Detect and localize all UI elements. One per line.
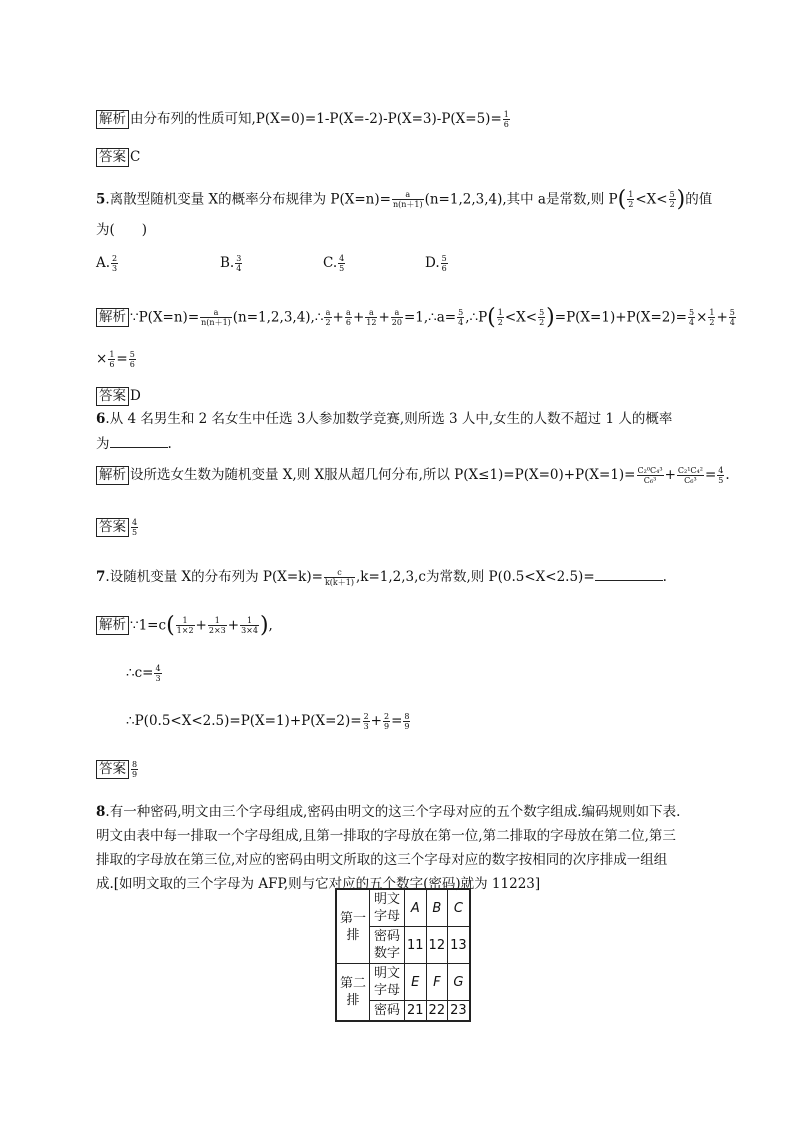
header-cell: 密码数字 <box>370 927 405 964</box>
table-cell: C <box>448 889 470 927</box>
answer-tag: 答案 <box>96 148 129 167</box>
q5-option-a: A. $\frac{2}{3}$ <box>96 254 118 273</box>
q7-stem: 7.设随机变量 X的分布列为 P(X=k)= $\frac{c}{k(k+1)}$ ,k=1,2,3,c为常数,则 P(0.5<X<2.5)= . <box>96 568 667 587</box>
answer-tag: 答案 <box>96 518 129 537</box>
q7-analysis-line2: ∴c= $\frac{4}{3}$ <box>126 664 161 683</box>
q6-stem-line2: 为 . <box>96 436 172 452</box>
table-cell: A <box>405 889 427 927</box>
q5-option-d: D. $\frac{5}{6}$ <box>425 254 447 273</box>
q5-text: .离散型随机变量 X的概率分布规律为 P(X=n)= <box>105 191 391 208</box>
row-label: 第一排 <box>336 889 370 964</box>
fraction: $\frac{1}{2}$ <box>628 190 634 210</box>
table-cell: E <box>405 964 427 1001</box>
q7-analysis: 解析 ∵1=c( $\frac{1}{1\times 2}$ + $\frac{1}{2\times 3}$ + $\frac{1}{3\times 4}$ ), <box>96 612 273 640</box>
table-cell: 13 <box>448 927 470 964</box>
q5-text: (n=1,2,3,4),其中 a是常数,则 P <box>424 191 618 208</box>
table-cell: 12 <box>426 927 448 964</box>
fraction: $\frac{1}{6}$ <box>503 110 509 129</box>
fraction: $\frac{a}{n(n+1)}$ <box>392 190 423 210</box>
q6-text: .从 4 名男生和 2 名女生中任选 3人参加数学竞赛,则所选 3 人中,女生的人数不超过 1 人的概率 <box>105 411 673 427</box>
answer-blank <box>595 580 663 581</box>
table-row <box>336 964 470 1001</box>
prev-analysis <box>96 110 511 129</box>
row-label: 第二排 <box>336 964 370 1022</box>
analysis-tag: 解析 <box>96 110 129 129</box>
q5-text: <X< <box>635 191 668 208</box>
q5-analysis: 解析 ∵P(X=n)= $\frac{a}{n(n+1)}$ (n=1,2,3,4),∴ $\frac{a}{2}$ + $\frac{a}{6}$ + $\frac{a}{12}$ + $\frac{a}{20}$ =1,∴a= $\frac{5}{4}$ ,∴P( $\frac{1}{2}$ <X< $\frac{5}{2}$ )=P(X=1)+P(X=2)= $\frac{5}{4}$ × $\frac{1}{2}$ + $\frac{5}{4}$ <box>96 304 737 332</box>
question-number: 8 <box>96 804 106 820</box>
analysis-text: 由分布列的性质可知,P(X=0)=1-P(X=-2)-P(X=3)-P(X=5)= <box>130 111 502 127</box>
analysis-tag: 解析 <box>96 616 129 635</box>
fraction: $\frac{5}{2}$ <box>669 190 675 210</box>
table-cell: F <box>426 964 448 1001</box>
table-cell: 11 <box>405 927 427 964</box>
answer-value: C <box>130 149 141 165</box>
q5-text: 的值 <box>685 191 713 208</box>
header-cell: 明文字母 <box>370 964 405 1001</box>
table-cell: 23 <box>448 1001 470 1022</box>
q6-answer <box>96 518 139 537</box>
answer-tag: 答案 <box>96 387 129 406</box>
question-number: 7 <box>96 569 106 585</box>
q5-answer <box>96 387 141 406</box>
q7-analysis-line3: ∴P(0.5<X<2.5)=P(X=1)+P(X=2)= $\frac{2}{3}$ + $\frac{2}{9}$ = $\frac{8}{9}$ <box>126 712 410 731</box>
table-cell: 21 <box>405 1001 427 1022</box>
q7-answer <box>96 760 139 779</box>
answer-value: D <box>130 388 141 404</box>
analysis-tag: 解析 <box>96 308 129 327</box>
table-cell: 22 <box>426 1001 448 1022</box>
header-cell: 密码 <box>370 1001 405 1022</box>
table-row <box>336 889 470 927</box>
q5-option-b: B. $\frac{3}{4}$ <box>220 254 242 273</box>
analysis-tag: 解析 <box>96 466 129 485</box>
answer-tag: 答案 <box>96 760 129 779</box>
q8-stem: 8.有一种密码,明文由三个字母组成,密码由明文的这三个字母对应的五个数字组成.编码规则如下表. 明文由表中每一排取一个字母组成,且第一排取的字母放在第一位,第二排取的字母放在第二位,第三 排取的字母放在第三位,对应的密码由明文所取的这三个字母对应的数字按相同的次序排成一组组 成.[如明文取的三个字母为 AFP,则与它对应的五个数字(密码)就为 11223] <box>96 804 681 892</box>
q6-stem <box>96 411 672 428</box>
table-cell: B <box>426 889 448 927</box>
prev-answer <box>96 148 140 167</box>
answer-value: $\frac{8}{9}$ <box>132 760 138 779</box>
q5-analysis-line2: × $\frac{1}{6}$ = $\frac{5}{6}$ <box>96 350 135 369</box>
q5-option-c: C. $\frac{4}{5}$ <box>323 254 345 273</box>
q5-stem: 5.离散型随机变量 X的概率分布规律为 P(X=n)= $\frac{a}{n(n+1)}$ (n=1,2,3,4),其中 a是常数,则 P( $\frac{1}{2}$ <X< $\frac{5}{2}$ )的值 <box>96 187 713 212</box>
q5-stem-line2: 为( ) <box>96 222 148 238</box>
table-cell: G <box>448 964 470 1001</box>
header-cell: 明文字母 <box>370 889 405 927</box>
q6-analysis: 解析 设所选女生数为随机变量 X,则 X服从超几何分布,所以 P(X≤1)=P(X=0)+P(X=1)= $\frac{\text{C₂⁰C₄³}}{\text{C₆³}}$ + $\frac{\text{C₂¹C₄²}}{\text{C₆³}}$ = $\frac{4}{5}$ . <box>96 466 730 485</box>
answer-value: $\frac{4}{5}$ <box>132 518 138 537</box>
cipher-table <box>335 888 471 1022</box>
answer-blank <box>110 447 168 448</box>
question-number: 6 <box>96 411 106 427</box>
question-number: 5 <box>96 191 106 208</box>
